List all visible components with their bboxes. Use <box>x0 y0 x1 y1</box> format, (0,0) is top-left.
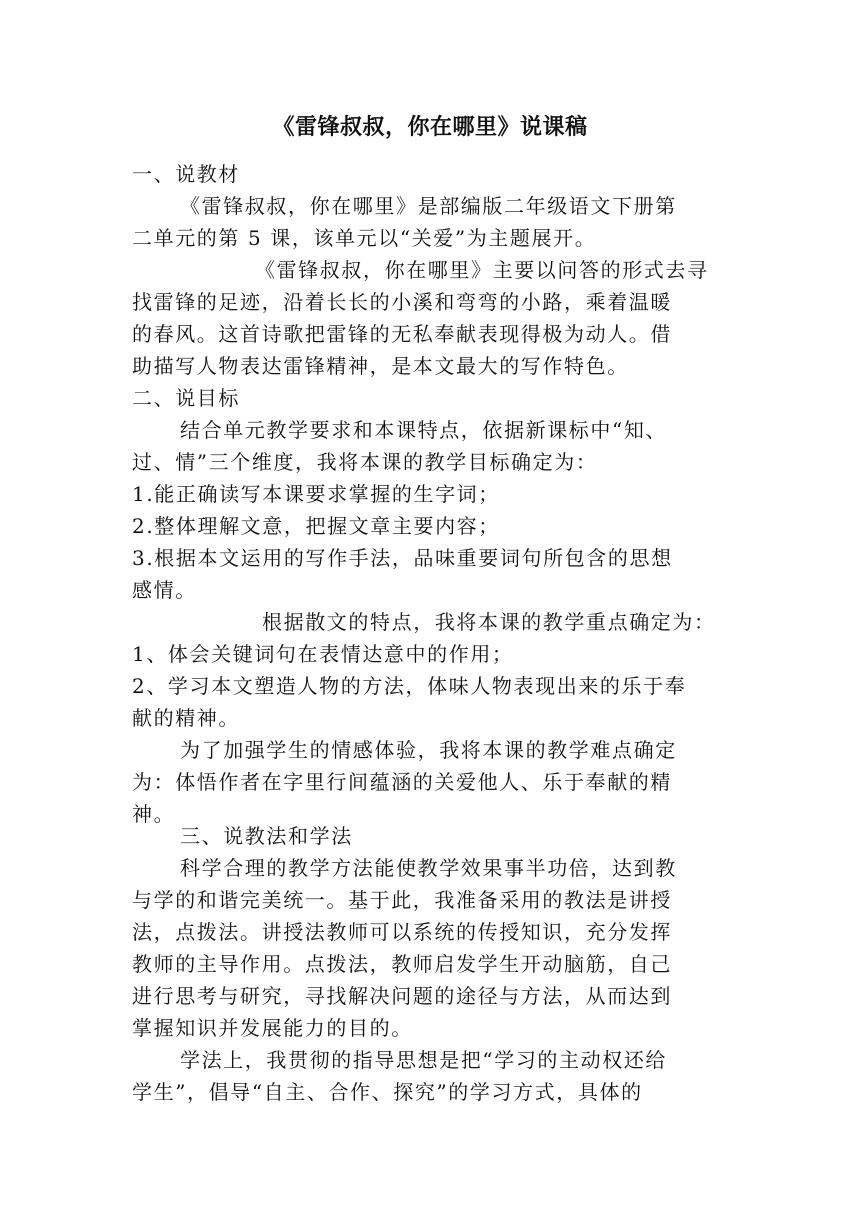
section-heading: 二、说目标 <box>132 386 240 410</box>
paragraph-line: 结合单元教学要求和本课特点，依据新课标中“知、 <box>180 418 668 442</box>
list-item: 1、体会关键词句在表情达意中的作用； <box>132 642 514 666</box>
paragraph-line: 的春风。这首诗歌把雷锋的无私奉献表现得极为动人。借 <box>132 322 672 346</box>
paragraph-line: 法，点拨法。讲授法教师可以系统的传授知识，充分发挥 <box>132 920 672 944</box>
list-item: 3.根据本文运用的写作手法，品味重要词句所包含的思想 <box>132 546 673 570</box>
paragraph-line: 找雷锋的足迹，沿着长长的小溪和弯弯的小路，乘着温暖 <box>132 290 672 314</box>
paragraph-line: 学法上，我贯彻的指导思想是把“学习的主动权还给 <box>180 1048 668 1072</box>
paragraph-line: 为了加强学生的情感体验，我将本课的教学难点确定 <box>180 738 677 762</box>
paragraph-line: 与学的和谐完美统一。基于此，我准备采用的教法是讲授 <box>132 888 672 912</box>
document-title: 《雷锋叔叔，你在哪里》说课稿 <box>272 115 588 140</box>
paragraph-line: 《雷锋叔叔，你在哪里》主要以问答的形式去寻 <box>255 258 709 282</box>
paragraph-line: 感情。 <box>132 578 197 602</box>
paragraph-line: 献的精神。 <box>132 706 240 730</box>
paragraph-line: 二单元的第 5 课，该单元以“关爱”为主题展开。 <box>132 226 597 250</box>
paragraph-line: 科学合理的教学方法能使教学效果事半功倍，达到教 <box>180 856 677 880</box>
paragraph-line: 《雷锋叔叔，你在哪里》是部编版二年级语文下册第 <box>180 194 677 218</box>
paragraph-line: 掌握知识并发展能力的目的。 <box>132 1016 413 1040</box>
paragraph-line: 学生”，倡导“自主、合作、探究”的学习方式，具体的 <box>132 1080 643 1104</box>
paragraph-line: 助描写人物表达雷锋精神，是本文最大的写作特色。 <box>132 354 629 378</box>
paragraph-line: 根据散文的特点，我将本课的教学重点确定为： <box>262 610 716 634</box>
list-item: 2.整体理解文意，把握文章主要内容； <box>132 514 500 538</box>
section-heading: 三、说教法和学法 <box>180 824 353 848</box>
paragraph-line: 进行思考与研究，寻找解决问题的途径与方法，从而达到 <box>132 984 672 1008</box>
paragraph-line: 神。 <box>132 802 176 826</box>
list-item: 2、学习本文塑造人物的方法，体味人物表现出来的乐于奉 <box>132 674 687 698</box>
section-heading: 一、说教材 <box>132 162 240 186</box>
paragraph-line: 过、情”三个维度，我将本课的教学目标确定为： <box>132 450 598 474</box>
paragraph-line: 为：体悟作者在字里行间蕴涵的关爱他人、乐于奉献的精 <box>132 770 672 794</box>
list-item: 1.能正确读写本课要求掌握的生字词； <box>132 482 500 506</box>
paragraph-line: 教师的主导作用。点拨法，教师启发学生开动脑筋，自己 <box>132 952 672 976</box>
